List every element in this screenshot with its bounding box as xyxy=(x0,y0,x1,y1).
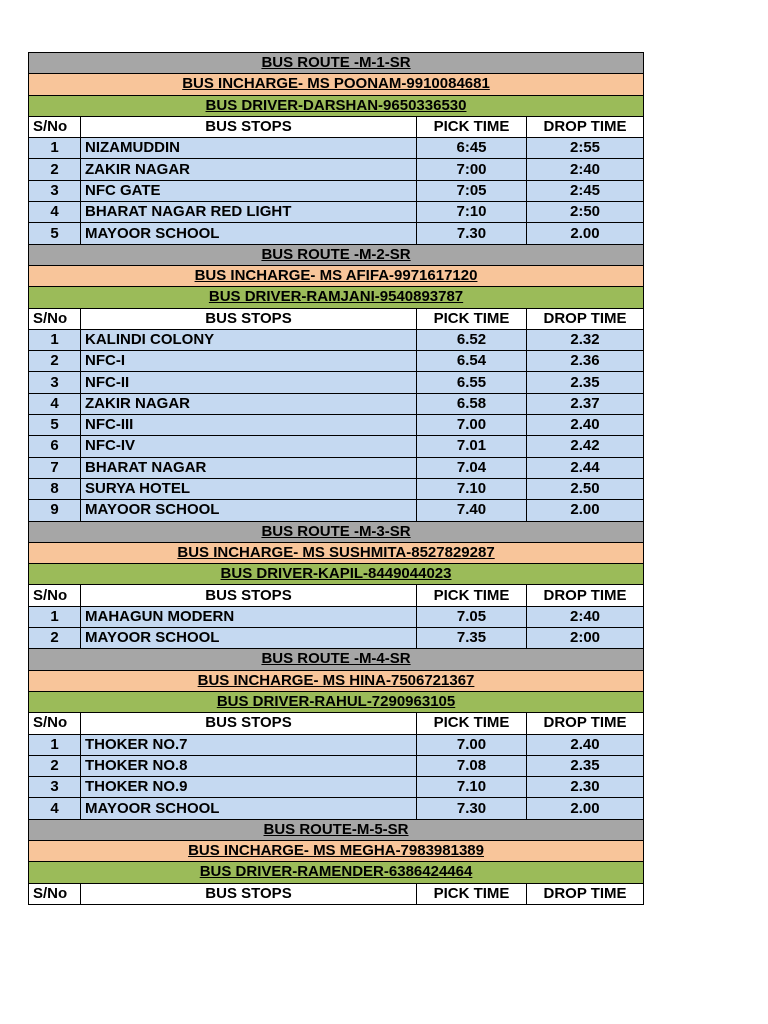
stop-number: 2 xyxy=(29,755,81,776)
stop-row xyxy=(29,159,644,180)
bus-stops-header: BUS STOPS xyxy=(81,713,417,734)
column-header-row xyxy=(29,883,644,904)
drop-time: 2.42 xyxy=(527,436,644,457)
sno-header: S/No xyxy=(29,116,81,137)
stop-name: THOKER NO.9 xyxy=(81,777,417,798)
stop-number: 9 xyxy=(29,500,81,521)
drop-time: 2.00 xyxy=(527,500,644,521)
stop-row xyxy=(29,223,644,244)
stop-row xyxy=(29,415,644,436)
bus-stops-header: BUS STOPS xyxy=(81,308,417,329)
stop-number: 2 xyxy=(29,628,81,649)
stop-name: NIZAMUDDIN xyxy=(81,138,417,159)
column-header-row xyxy=(29,308,644,329)
pick-time: 6.52 xyxy=(417,329,527,350)
stop-name: ZAKIR NAGAR xyxy=(81,393,417,414)
pick-time: 7.05 xyxy=(417,606,527,627)
route-title: BUS ROUTE-M-5-SR xyxy=(29,819,644,840)
route-title: BUS ROUTE -M-2-SR xyxy=(29,244,644,265)
drop-time-header: DROP TIME xyxy=(527,713,644,734)
stop-number: 4 xyxy=(29,798,81,819)
drop-time: 2.37 xyxy=(527,393,644,414)
pick-time-header: PICK TIME xyxy=(417,116,527,137)
bus-incharge: BUS INCHARGE- MS SUSHMITA-8527829287 xyxy=(29,542,644,563)
bus-incharge-row xyxy=(29,840,644,861)
stop-number: 6 xyxy=(29,436,81,457)
bus-incharge: BUS INCHARGE- MS POONAM-9910084681 xyxy=(29,74,644,95)
stop-number: 4 xyxy=(29,393,81,414)
pick-time: 7:10 xyxy=(417,202,527,223)
stop-row xyxy=(29,500,644,521)
stop-row xyxy=(29,755,644,776)
route-title: BUS ROUTE -M-3-SR xyxy=(29,521,644,542)
bus-incharge: BUS INCHARGE- MS HINA-7506721367 xyxy=(29,670,644,691)
drop-time: 2:55 xyxy=(527,138,644,159)
pick-time-header: PICK TIME xyxy=(417,713,527,734)
stop-number: 3 xyxy=(29,372,81,393)
bus-stops-header: BUS STOPS xyxy=(81,883,417,904)
column-header-row xyxy=(29,116,644,137)
pick-time: 6.55 xyxy=(417,372,527,393)
column-header-row xyxy=(29,585,644,606)
stop-number: 3 xyxy=(29,180,81,201)
pick-time: 7:05 xyxy=(417,180,527,201)
stop-name: MAYOOR SCHOOL xyxy=(81,500,417,521)
stop-name: NFC GATE xyxy=(81,180,417,201)
column-header-row xyxy=(29,713,644,734)
drop-time: 2.35 xyxy=(527,755,644,776)
stop-number: 5 xyxy=(29,415,81,436)
bus-driver: BUS DRIVER-KAPIL-8449044023 xyxy=(29,564,644,585)
drop-time-header: DROP TIME xyxy=(527,585,644,606)
stop-name: THOKER NO.7 xyxy=(81,734,417,755)
stop-name: THOKER NO.8 xyxy=(81,755,417,776)
bus-incharge-row xyxy=(29,265,644,286)
pick-time: 7.30 xyxy=(417,223,527,244)
stop-number: 5 xyxy=(29,223,81,244)
stop-number: 1 xyxy=(29,138,81,159)
pick-time: 7.01 xyxy=(417,436,527,457)
stop-number: 1 xyxy=(29,606,81,627)
sno-header: S/No xyxy=(29,308,81,329)
stop-row xyxy=(29,393,644,414)
bus-stops-header: BUS STOPS xyxy=(81,116,417,137)
stop-name: MAYOOR SCHOOL xyxy=(81,628,417,649)
bus-driver-row xyxy=(29,691,644,712)
bus-driver-row xyxy=(29,95,644,116)
bus-incharge-row xyxy=(29,74,644,95)
route-title: BUS ROUTE -M-4-SR xyxy=(29,649,644,670)
pick-time-header: PICK TIME xyxy=(417,883,527,904)
drop-time: 2.50 xyxy=(527,478,644,499)
sno-header: S/No xyxy=(29,585,81,606)
drop-time: 2:40 xyxy=(527,159,644,180)
pick-time: 7.08 xyxy=(417,755,527,776)
stop-number: 4 xyxy=(29,202,81,223)
drop-time-header: DROP TIME xyxy=(527,308,644,329)
pick-time: 7.35 xyxy=(417,628,527,649)
sno-header: S/No xyxy=(29,713,81,734)
bus-incharge-row xyxy=(29,542,644,563)
stop-name: SURYA HOTEL xyxy=(81,478,417,499)
route-title-row xyxy=(29,819,644,840)
drop-time: 2.00 xyxy=(527,223,644,244)
pick-time: 7.40 xyxy=(417,500,527,521)
pick-time: 7.10 xyxy=(417,777,527,798)
stop-name: MAYOOR SCHOOL xyxy=(81,223,417,244)
stop-name: NFC-II xyxy=(81,372,417,393)
route-title-row xyxy=(29,244,644,265)
route-title: BUS ROUTE -M-1-SR xyxy=(29,53,644,74)
stop-name: NFC-IV xyxy=(81,436,417,457)
stop-row xyxy=(29,329,644,350)
stop-name: BHARAT NAGAR RED LIGHT xyxy=(81,202,417,223)
bus-driver: BUS DRIVER-RAMJANI-9540893787 xyxy=(29,287,644,308)
drop-time: 2:45 xyxy=(527,180,644,201)
drop-time-header: DROP TIME xyxy=(527,883,644,904)
stop-number: 1 xyxy=(29,329,81,350)
bus-driver-row xyxy=(29,287,644,308)
stop-name: MAHAGUN MODERN xyxy=(81,606,417,627)
bus-driver: BUS DRIVER-DARSHAN-9650336530 xyxy=(29,95,644,116)
bus-driver-row xyxy=(29,862,644,883)
drop-time: 2.35 xyxy=(527,372,644,393)
drop-time: 2.32 xyxy=(527,329,644,350)
stop-name: NFC-I xyxy=(81,351,417,372)
pick-time: 7:00 xyxy=(417,159,527,180)
stop-row xyxy=(29,436,644,457)
route-title-row xyxy=(29,521,644,542)
sno-header: S/No xyxy=(29,883,81,904)
stop-number: 2 xyxy=(29,351,81,372)
bus-incharge: BUS INCHARGE- MS MEGHA-7983981389 xyxy=(29,840,644,861)
stop-row xyxy=(29,138,644,159)
stop-row xyxy=(29,606,644,627)
stop-row xyxy=(29,478,644,499)
pick-time-header: PICK TIME xyxy=(417,585,527,606)
drop-time: 2.30 xyxy=(527,777,644,798)
stop-name: MAYOOR SCHOOL xyxy=(81,798,417,819)
drop-time: 2.44 xyxy=(527,457,644,478)
drop-time-header: DROP TIME xyxy=(527,116,644,137)
pick-time: 7.00 xyxy=(417,415,527,436)
stop-name: NFC-III xyxy=(81,415,417,436)
stop-number: 7 xyxy=(29,457,81,478)
bus-incharge: BUS INCHARGE- MS AFIFA-9971617120 xyxy=(29,265,644,286)
route-title-row xyxy=(29,53,644,74)
stop-name: BHARAT NAGAR xyxy=(81,457,417,478)
drop-time: 2:00 xyxy=(527,628,644,649)
stop-row xyxy=(29,457,644,478)
drop-time: 2.36 xyxy=(527,351,644,372)
bus-route-sheet xyxy=(28,52,643,905)
stop-row xyxy=(29,202,644,223)
pick-time: 7.10 xyxy=(417,478,527,499)
drop-time: 2.00 xyxy=(527,798,644,819)
bus-driver: BUS DRIVER-RAHUL-7290963105 xyxy=(29,691,644,712)
stop-row xyxy=(29,351,644,372)
route-title-row xyxy=(29,649,644,670)
stop-row xyxy=(29,372,644,393)
bus-stops-header: BUS STOPS xyxy=(81,585,417,606)
pick-time: 6.58 xyxy=(417,393,527,414)
bus-route-table-body xyxy=(29,53,644,905)
pick-time: 6:45 xyxy=(417,138,527,159)
pick-time: 7.04 xyxy=(417,457,527,478)
drop-time: 2:50 xyxy=(527,202,644,223)
drop-time: 2:40 xyxy=(527,606,644,627)
stop-name: KALINDI COLONY xyxy=(81,329,417,350)
bus-route-table xyxy=(28,52,644,905)
drop-time: 2.40 xyxy=(527,415,644,436)
stop-row xyxy=(29,180,644,201)
stop-row xyxy=(29,628,644,649)
pick-time: 7.00 xyxy=(417,734,527,755)
stop-number: 8 xyxy=(29,478,81,499)
stop-number: 3 xyxy=(29,777,81,798)
bus-driver-row xyxy=(29,564,644,585)
bus-driver: BUS DRIVER-RAMENDER-6386424464 xyxy=(29,862,644,883)
pick-time: 6.54 xyxy=(417,351,527,372)
stop-row xyxy=(29,777,644,798)
stop-row xyxy=(29,798,644,819)
stop-row xyxy=(29,734,644,755)
stop-number: 2 xyxy=(29,159,81,180)
stop-name: ZAKIR NAGAR xyxy=(81,159,417,180)
drop-time: 2.40 xyxy=(527,734,644,755)
pick-time: 7.30 xyxy=(417,798,527,819)
pick-time-header: PICK TIME xyxy=(417,308,527,329)
stop-number: 1 xyxy=(29,734,81,755)
bus-incharge-row xyxy=(29,670,644,691)
